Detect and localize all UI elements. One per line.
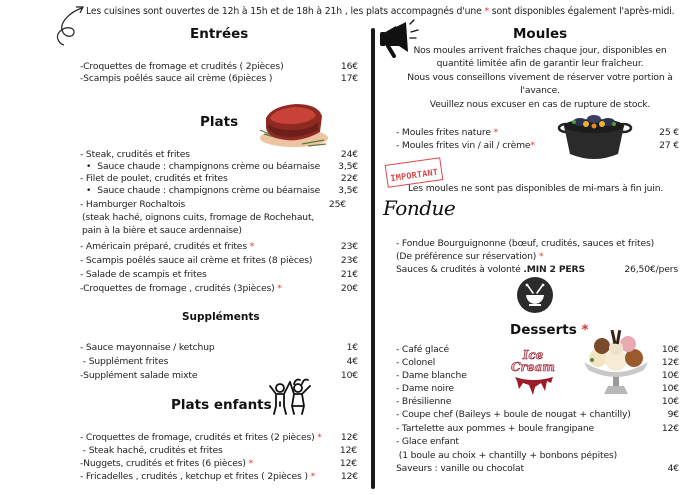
fondue-price: 26,50€/pers [624, 264, 678, 275]
menu-item: - Café glacé [396, 344, 450, 355]
section-title-plats-enfants: Plats enfants [171, 397, 272, 413]
fondue-description: - Fondue Bourguignonne (bœuf, crudités, sauces et frites) [396, 238, 655, 249]
menu-item: - Dame blanche [396, 370, 467, 381]
section-title-desserts [510, 322, 589, 338]
swirl-arrow-icon [52, 4, 88, 46]
menu-price: 4€ [667, 463, 679, 474]
star-marker: * [249, 241, 255, 252]
important-stamp-text: IMPORTANT [390, 167, 439, 185]
menu-item [80, 283, 282, 294]
menu-sub-item: • Sauce chaude : champignons crème ou béarnaise [82, 161, 320, 172]
menu-price: 9€ [667, 409, 679, 420]
fondue-pot-icon [516, 276, 554, 314]
menu-item-name: - Américain préparé, crudités et frites [80, 241, 250, 252]
menu-item-name: - Moules frites nature [396, 127, 494, 138]
column-divider [371, 28, 375, 489]
fondue-title: Fondue [383, 196, 456, 220]
ice-cream-logo-text: Ice Cream [511, 348, 555, 374]
menu-price: 20€ [340, 283, 358, 294]
star-marker: * [277, 283, 282, 294]
star-marker: * [530, 140, 535, 151]
menu-price: 23€ [340, 255, 358, 266]
menu-sub-item: • Sauce chaude : champignons crème ou béarnaise [82, 185, 320, 196]
menu-item: - Coupe chef (Baileys + boule de nougat + chantilly) [396, 409, 631, 420]
moules-intro: Veuillez nous excuser en cas de rupture de stock. [429, 99, 651, 110]
menu-item-description: (steak haché, oignons cuits, fromage de Rochehaut, [82, 212, 315, 223]
menu-price: 12€ [339, 458, 357, 469]
menu-price: 22€ [340, 173, 358, 184]
menu-item [396, 127, 498, 138]
menu-price: 12€ [661, 357, 679, 368]
menu-price: 10€ [340, 370, 358, 381]
menu-item: - Scampis poêlés sauce ail crème et frites (8 pièces) [80, 255, 313, 266]
steak-illustration [252, 100, 332, 150]
section-title-plats: Plats [200, 114, 239, 130]
menu-price: 12€ [340, 471, 358, 482]
menu-item: - Tartelette aux pommes + boule frangipane [396, 423, 594, 434]
star-marker: * [310, 471, 316, 482]
menu-price: 10€ [661, 370, 679, 381]
notice-text: Les cuisines sont ouvertes de 12h à 15h et de 18h à 21h , les plats accompagnés d'une [86, 6, 485, 17]
menu-price: 23€ [340, 241, 358, 252]
menu-price: 3,5€ [338, 185, 358, 196]
menu-price: 24€ [340, 149, 358, 160]
star-marker: * [493, 127, 499, 138]
menu-price: 3,5€ [338, 161, 358, 172]
menu-item: - Salade de scampis et frites [80, 269, 207, 280]
menu-item: - Supplément frites [80, 356, 169, 367]
menu-item-name: - Moules frites vin / ail / crème [396, 140, 531, 151]
menu-item: - Steak, crudités et frites [80, 149, 190, 160]
menu-price: 10€ [661, 383, 679, 394]
menu-price: 4€ [346, 356, 358, 367]
menu-price: 10€ [661, 396, 679, 407]
opening-hours-notice [86, 6, 674, 17]
menu-item: - Glace enfant [396, 436, 459, 447]
ice-cream-logo [507, 347, 559, 395]
menu-item: - Dame noire [396, 383, 454, 394]
menu-item: -Croquettes de fromage et crudités ( 2pièces) [80, 61, 284, 72]
menu-item: - Steak haché, crudités et frites [80, 445, 223, 456]
menu-item-name: - Croquettes de fromage, crudités et frites (2 pièces) [80, 432, 318, 443]
desserts-title-text: Desserts [510, 322, 582, 338]
menu-item: - Hamburger Rochaltois [80, 199, 186, 210]
menu-item-description: pain à la bière et sauce ardennaise) [82, 225, 242, 236]
menu-item: -Supplément salade mixte [80, 370, 198, 381]
menu-item-name: - Fricadelles , crudités , ketchup et frites ( 2pièces ) [80, 471, 311, 482]
sundae-illustration [580, 330, 652, 396]
menu-item: - Brésilienne [396, 396, 452, 407]
menu-price: 25 € [659, 127, 679, 138]
fondue-min-persons: .MIN 2 PERS [523, 264, 585, 275]
fondue-sauces [396, 264, 585, 275]
notice-star: * [484, 6, 489, 17]
menu-price: 12€ [340, 432, 358, 443]
menu-item: - Colonel [396, 357, 436, 368]
menu-item-description: (1 boule au choix + chantilly + bonbons pépites) [396, 450, 618, 461]
menu-item: - Sauce mayonnaise / ketchup [80, 342, 215, 353]
star-marker: * [581, 322, 589, 338]
menu-item: Saveurs : vanille ou chocolat [396, 463, 524, 474]
menu-price: 12€ [339, 445, 357, 456]
menu-price: 16€ [340, 61, 358, 72]
menu-price: 27 € [659, 140, 679, 151]
menu-item: -Scampis poêlés sauce ail crème (6pièces ) [80, 73, 273, 84]
menu-item: - Filet de poulet, crudités et frites [80, 173, 228, 184]
fondue-note-text: (De préférence sur réservation) [396, 251, 539, 262]
moules-intro: Nos moules arrivent fraîches chaque jour, disponibles en [413, 45, 667, 56]
menu-item [80, 241, 254, 252]
menu-item [80, 471, 315, 482]
star-marker: * [248, 458, 254, 469]
fondue-sauces-text: Sauces & crudités à volonté [396, 264, 524, 275]
menu-item-name: -Croquettes de fromage , crudités (3pièces) [80, 283, 278, 294]
menu-price: 25€ [328, 199, 346, 210]
menu-item [396, 140, 535, 151]
fondue-note [396, 251, 543, 262]
children-icon [266, 374, 316, 416]
menu-price: 12€ [661, 423, 679, 434]
menu-price: 10€ [661, 344, 679, 355]
notice-text-end: sont disponibles également l'après-midi. [489, 6, 675, 17]
moules-availability-notice: Les moules ne sont pas disponibles de mi-mars à fin juin. [408, 183, 664, 194]
menu-price: 21€ [340, 269, 358, 280]
star-marker: * [317, 432, 322, 443]
star-marker: * [538, 251, 544, 262]
section-title-moules: Moules [513, 26, 568, 42]
menu-price: 1€ [346, 342, 358, 353]
section-title-supplements: Suppléments [182, 311, 260, 323]
moules-intro: quantité limitée afin de garantir leur fraîcheur. [436, 58, 644, 69]
menu-item [80, 458, 253, 469]
moules-intro: l'avance. [520, 85, 560, 96]
menu-item-name: -Nuggets, crudités et frites (6 pièces) [80, 458, 249, 469]
section-title-entrees: Entrées [190, 26, 249, 42]
moules-intro: Nous vous conseillons vivement de réserver votre portion à [407, 72, 673, 83]
menu-item [80, 432, 322, 443]
menu-price: 17€ [340, 73, 358, 84]
mussel-pot-illustration [548, 110, 640, 164]
